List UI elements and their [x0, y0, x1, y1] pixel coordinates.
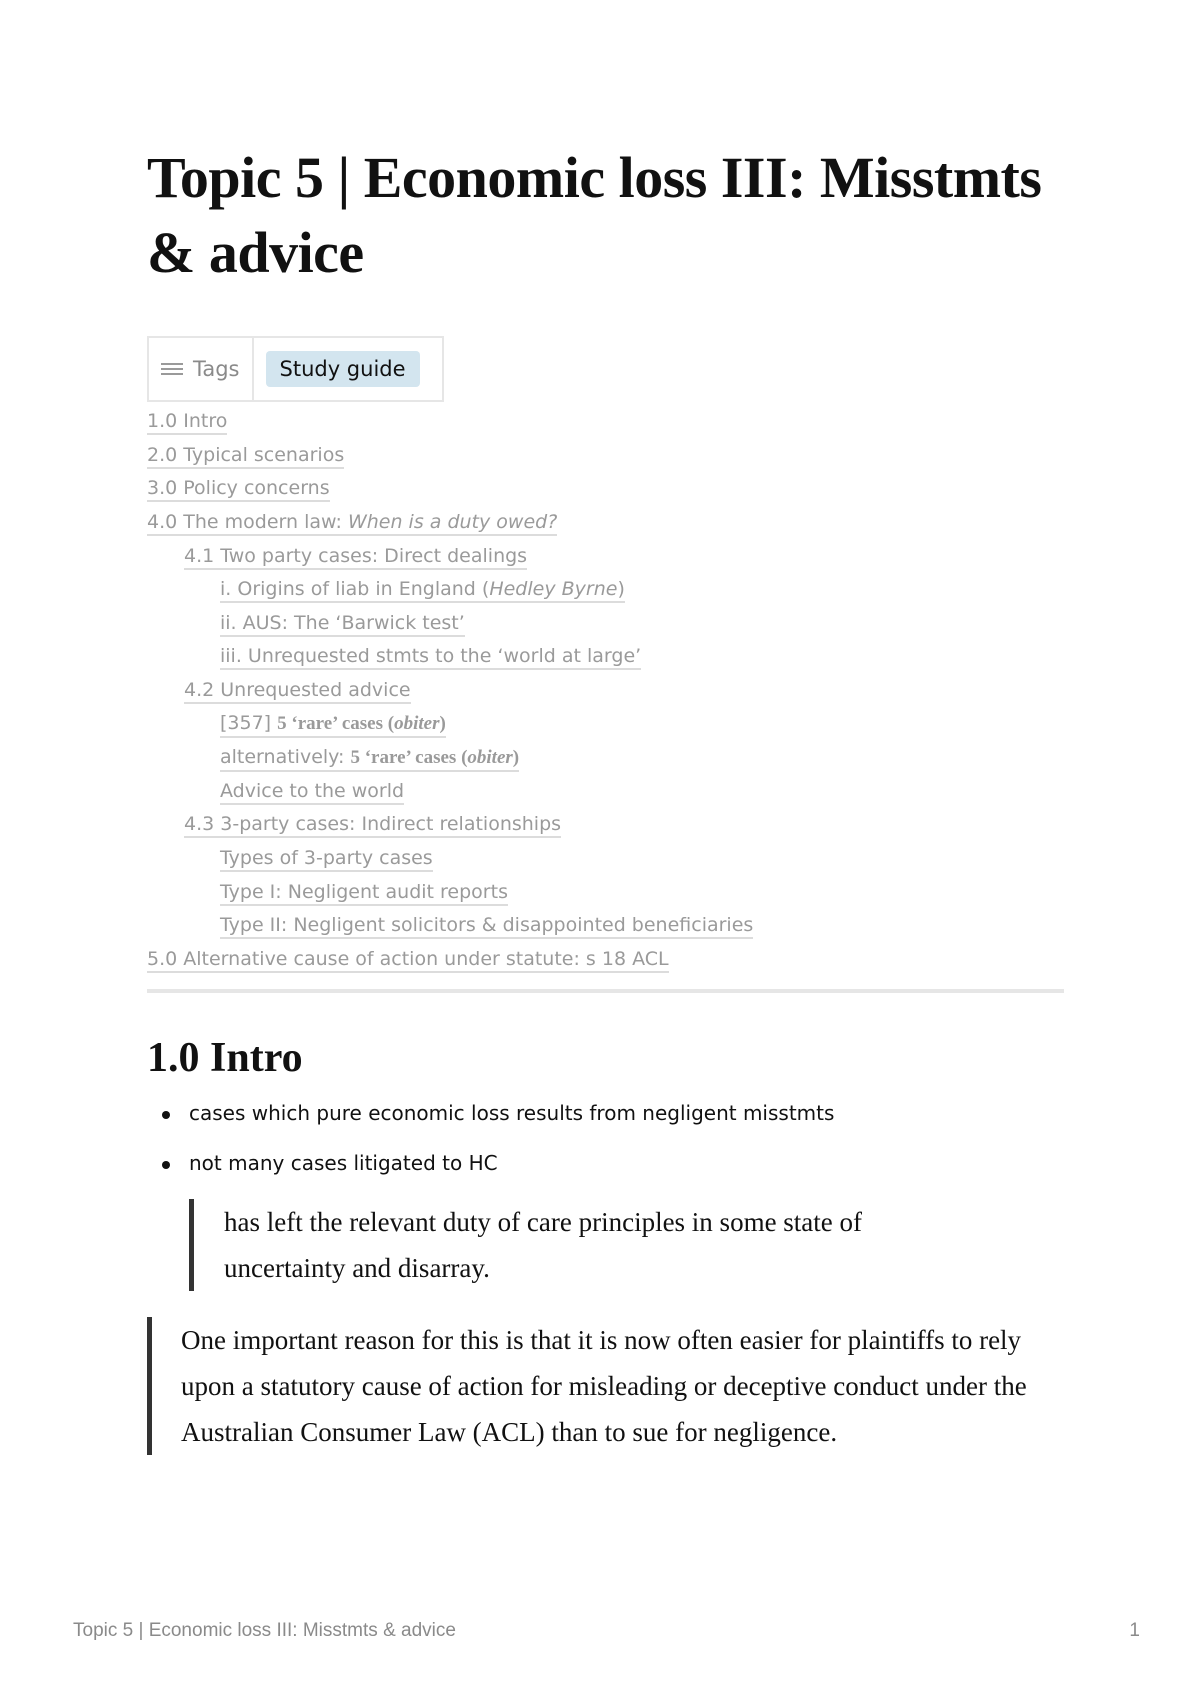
page-number: 1 [1129, 1620, 1140, 1641]
toc-text: 4.0 The modern law: [147, 511, 348, 534]
toc-text-bold-italic: obiter [467, 746, 513, 768]
tag-badge[interactable]: Study guide [266, 351, 420, 387]
toc-link-unrequested-advice[interactable]: 4.2 Unrequested advice [184, 679, 411, 704]
toc-link-unrequested-stmts[interactable]: iii. Unrequested stmts to the ‘world at large’ [220, 645, 641, 670]
footer-title: Topic 5 | Economic loss III: Misstmts & advice [73, 1620, 456, 1641]
property-label: Tags [193, 357, 240, 381]
toc-text: i. Origins of liab in England ( [220, 578, 490, 601]
toc-link-alternative-cause[interactable]: 5.0 Alternative cause of action under statute: s 18 ACL [147, 948, 669, 973]
toc-link-modern-law[interactable] [147, 511, 557, 536]
toc-link-origins[interactable] [220, 578, 625, 603]
toc-link-three-party[interactable]: 4.3 3-party cases: Indirect relationships [184, 813, 561, 838]
page-title: Topic 5 | Economic loss III: Misstmts & advice [147, 145, 1042, 285]
toc-link-type-one[interactable]: Type I: Negligent audit reports [220, 881, 508, 906]
toc-text: alternatively: [220, 745, 351, 768]
toc-text: ) [617, 578, 625, 601]
list-icon [161, 361, 183, 377]
divider [147, 989, 1064, 993]
property-value [254, 338, 442, 400]
bullet-list [147, 1099, 1064, 1177]
properties-table [147, 336, 444, 402]
toc-link-intro[interactable]: 1.0 Intro [147, 410, 227, 435]
toc-text: [357] [220, 712, 278, 735]
toc-link-typical-scenarios[interactable]: 2.0 Typical scenarios [147, 444, 344, 469]
blockquote-outer: One important reason for this is that it is now often easier for plaintiffs to rely upon a statutory cause of action for misleading or deceptive conduct under the Australian Consumer Law (ACL) than to sue for negligence. [147, 1317, 1061, 1455]
toc-link-rare-cases[interactable] [220, 712, 446, 738]
toc-link-barwick[interactable]: ii. AUS: The ‘Barwick test’ [220, 612, 465, 637]
toc-link-policy-concerns[interactable]: 3.0 Policy concerns [147, 477, 330, 502]
toc-link-rare-cases-alt[interactable] [220, 746, 519, 772]
toc-text-bold-italic: obiter [394, 713, 440, 735]
toc-link-two-party[interactable]: 4.1 Two party cases: Direct dealings [184, 545, 527, 570]
list-item: cases which pure economic loss results from negligent misstmts [147, 1099, 1064, 1127]
toc-text-bold: 5 ‘rare’ cases ( [350, 746, 468, 768]
property-tags [149, 338, 254, 400]
toc-text-bold: 5 ‘rare’ cases ( [277, 713, 395, 735]
table-of-contents [147, 406, 1064, 977]
list-item: not many cases litigated to HC [147, 1149, 1064, 1177]
blockquote-inner: has left the relevant duty of care principles in some state of uncertainty and disarray. [189, 1199, 984, 1291]
toc-link-advice-world[interactable]: Advice to the world [220, 780, 404, 805]
toc-text-italic: When is a duty owed? [347, 511, 558, 534]
toc-link-type-two[interactable]: Type II: Negligent solicitors & disappointed beneficiaries [220, 914, 753, 939]
toc-text-italic: Hedley Byrne [489, 578, 618, 601]
section-heading: 1.0 Intro [147, 1035, 303, 1082]
toc-link-types-three-party[interactable]: Types of 3-party cases [220, 847, 433, 872]
toc-text-bold: ) [439, 713, 446, 735]
page-footer [73, 1620, 1140, 1642]
document-page [147, 140, 1064, 1455]
toc-text-bold: ) [512, 746, 520, 768]
